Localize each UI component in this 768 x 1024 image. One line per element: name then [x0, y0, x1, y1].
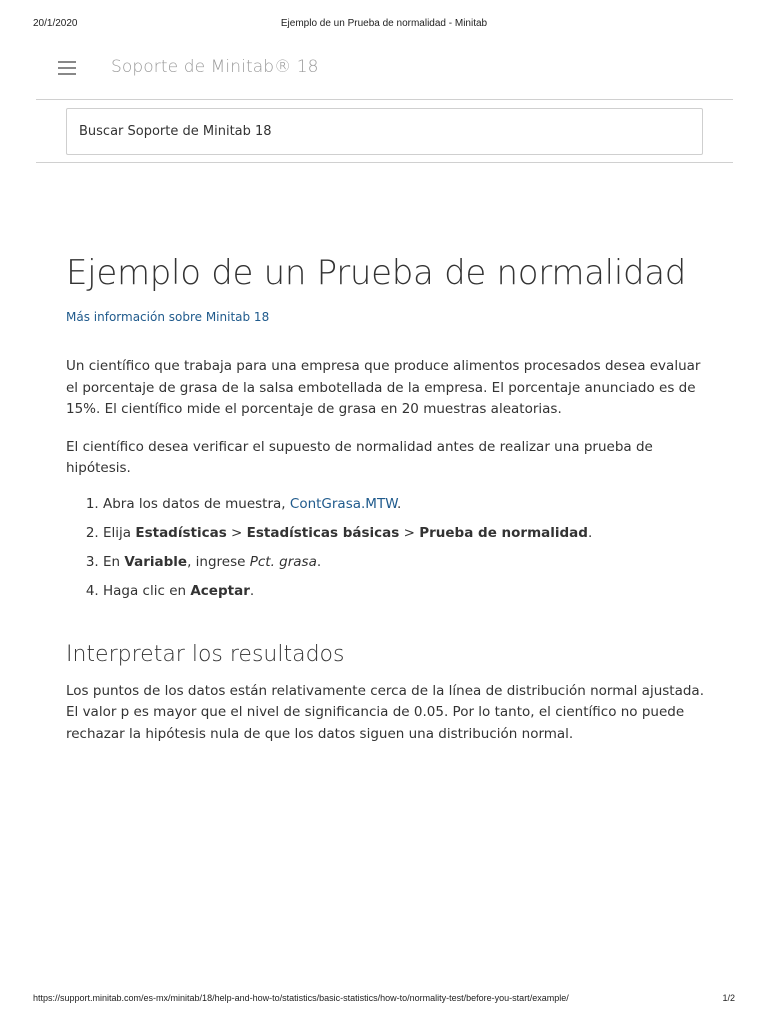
intro-paragraph: Un científico que trabaja para una empresa que produce alimentos procesados desea evaluar el porcentaje de grasa de la salsa embotellada de la empresa. El porcentaje anunciado es de 15%. El científico mide el porcentaje de grasa en 20 muestras aleatorias.: [66, 358, 701, 417]
step-text: Haga clic en: [103, 582, 191, 599]
print-url: https://support.minitab.com/es-mx/minitab/18/help-and-how-to/statistics/basic-statistics/how-to/normality-test/before-you-start/example/: [33, 993, 569, 1003]
section-heading: Interpretar los resultados: [66, 641, 345, 667]
list-item: [103, 552, 706, 573]
list-item: [103, 494, 706, 515]
more-info-link[interactable]: Más información sobre Minitab 18: [66, 310, 270, 324]
step-text: .: [587, 524, 593, 541]
page-title: Ejemplo de un Prueba de normalidad: [66, 253, 687, 293]
step-text: Elija: [103, 524, 136, 541]
sample-data-link[interactable]: ContGrasa.MTW: [289, 495, 398, 512]
article-content: [66, 250, 706, 745]
menu-path-statistics: Estadísticas: [135, 524, 227, 541]
site-title[interactable]: Soporte de Minitab® 18: [111, 57, 319, 77]
column-name: Pct. grasa: [249, 553, 317, 570]
field-name-variable: Variable: [124, 553, 188, 570]
search-divider: [36, 162, 733, 163]
header-divider: [36, 99, 733, 100]
hamburger-menu-icon[interactable]: [58, 61, 76, 75]
step-text: Abra los datos de muestra,: [103, 495, 290, 512]
list-item: [103, 581, 706, 602]
step-text: .: [316, 553, 322, 570]
step-text: .: [249, 582, 255, 599]
search-box[interactable]: [66, 108, 703, 155]
steps-list: [66, 494, 706, 602]
step-text: , ingrese: [187, 553, 250, 570]
search-input[interactable]: [79, 124, 690, 139]
print-page-title: Ejemplo de un Prueba de normalidad - Minitab: [280, 18, 488, 29]
menu-path-normality-test: Prueba de normalidad: [419, 524, 588, 541]
menu-separator: >: [226, 524, 247, 541]
print-date: 20/1/2020: [33, 18, 78, 29]
step-text: .: [397, 495, 402, 512]
list-item: [103, 523, 706, 544]
interpretation-paragraph: Los puntos de los datos están relativamente cerca de la línea de distribución normal ajustada. El valor p es mayor que el nivel de significancia de 0.05. Por lo tanto, el científico no puede rechazar la hipótesis nula de que los datos siguen una distribución normal.: [66, 682, 704, 742]
menu-separator: >: [399, 524, 420, 541]
step-text: En: [103, 553, 125, 570]
goal-paragraph: El científico desea verificar el supuesto de normalidad antes de realizar una prueba de hipótesis.: [66, 438, 653, 476]
ok-button-label: Aceptar: [190, 582, 250, 599]
menu-path-basic-statistics: Estadísticas básicas: [246, 524, 400, 541]
print-page-number: 1/2: [722, 993, 735, 1003]
